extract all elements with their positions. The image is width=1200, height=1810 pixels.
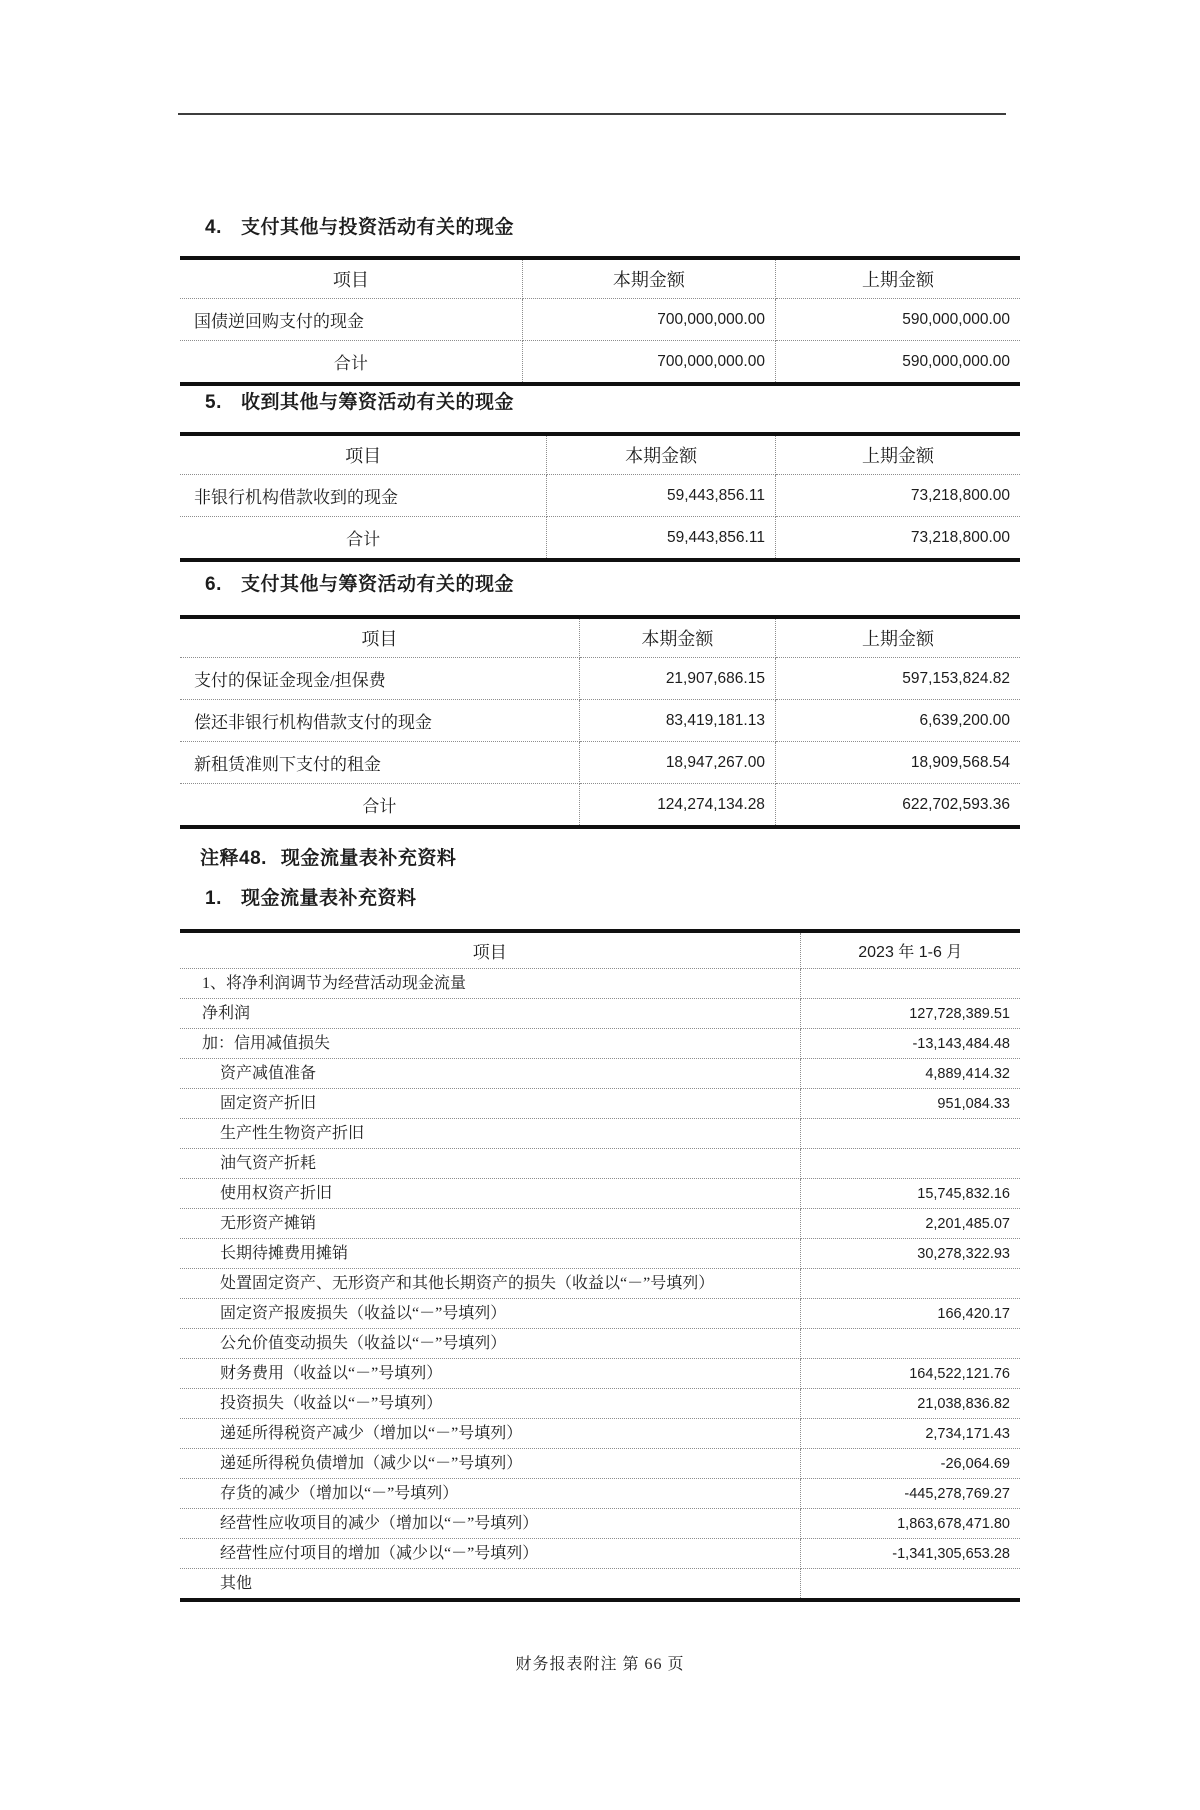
row-value: 166,420.17 (800, 1299, 1020, 1329)
column-header-prior: 上期金额 (775, 434, 1020, 475)
row-label: 净利润 (180, 999, 800, 1029)
section-4-heading (205, 215, 1200, 241)
table-total-row (180, 784, 1020, 828)
row-label: 存货的减少（增加以“－”号填列） (180, 1479, 800, 1509)
table-row (180, 1149, 1020, 1179)
row-value: 4,889,414.32 (800, 1059, 1020, 1089)
table-row (180, 1209, 1020, 1239)
table-row (180, 742, 1020, 784)
section-4-title: 支付其他与投资活动有关的现金 (241, 217, 515, 238)
row-prior-amount: 590,000,000.00 (902, 352, 1010, 370)
page-header-rule (178, 113, 1006, 115)
row-current-amount: 700,000,000.00 (522, 299, 775, 341)
row-value (800, 1149, 1020, 1179)
row-label: 无形资产摊销 (180, 1209, 800, 1239)
table-row (180, 1359, 1020, 1389)
section-5-heading (205, 390, 1200, 416)
column-header-current: 本期金额 (547, 434, 776, 475)
page-footer: 财务报表附注 第 66 页 (515, 1656, 685, 1673)
row-label: 经营性应收项目的减少（增加以“－”号填列） (180, 1509, 800, 1539)
section-5-table (180, 432, 1020, 562)
row-value: -13,143,484.48 (800, 1029, 1020, 1059)
row-label: 合计 (180, 784, 579, 828)
table-row (180, 1329, 1020, 1359)
row-prior-amount: 590,000,000.00 (775, 299, 1020, 341)
section-6-table (180, 615, 1020, 829)
row-current-amount: 83,419,181.13 (579, 700, 775, 742)
row-current-amount: 18,947,267.00 (579, 742, 775, 784)
row-current-amount: 21,907,686.15 (579, 658, 775, 700)
table-row (180, 1419, 1020, 1449)
table-row (180, 1269, 1020, 1299)
table-row (180, 1569, 1020, 1601)
table-row (180, 1089, 1020, 1119)
row-value: -1,341,305,653.28 (800, 1539, 1020, 1569)
row-label: 投资损失（收益以“－”号填列） (180, 1389, 800, 1419)
note-48-sub-number: 1. (205, 888, 222, 909)
row-label: 固定资产报废损失（收益以“－”号填列） (180, 1299, 800, 1329)
table-row (180, 1449, 1020, 1479)
table-row (180, 1539, 1020, 1569)
column-header-prior: 上期金额 (775, 258, 1020, 299)
row-value (800, 1269, 1020, 1299)
table-row (180, 1029, 1020, 1059)
table-row (180, 299, 1020, 341)
row-value: -26,064.69 (800, 1449, 1020, 1479)
table-row (180, 1479, 1020, 1509)
note-48-sub-title: 现金流量表补充资料 (241, 888, 417, 909)
row-prior-amount: 73,218,800.00 (775, 475, 1020, 517)
row-prior-amount: 18,909,568.54 (775, 742, 1020, 784)
row-label: 油气资产折耗 (180, 1149, 800, 1179)
table-row (180, 1389, 1020, 1419)
row-label: 递延所得税资产减少（增加以“－”号填列） (180, 1419, 800, 1449)
table-header-row (180, 434, 1020, 475)
row-value (800, 1569, 1020, 1601)
row-current-amount: 124,274,134.28 (579, 784, 775, 828)
row-value: 15,745,832.16 (800, 1179, 1020, 1209)
table-row (180, 700, 1020, 742)
row-value: 1,863,678,471.80 (800, 1509, 1020, 1539)
table-row (180, 1179, 1020, 1209)
row-label: 偿还非银行机构借款支付的现金 (180, 700, 579, 742)
cash-flow-supplement-table (180, 929, 1020, 1602)
table-row (180, 1239, 1020, 1269)
section-6-heading (205, 572, 1200, 598)
row-prior-amount: 597,153,824.82 (775, 658, 1020, 700)
row-current-amount: 59,443,856.11 (547, 517, 776, 561)
row-label: 处置固定资产、无形资产和其他长期资产的损失（收益以“－”号填列） (180, 1269, 800, 1299)
row-value (800, 1119, 1020, 1149)
row-value: 30,278,322.93 (800, 1239, 1020, 1269)
row-value: 21,038,836.82 (800, 1389, 1020, 1419)
row-label: 资产减值准备 (180, 1059, 800, 1089)
row-label: 加：信用减值损失 (180, 1029, 800, 1059)
row-label: 财务费用（收益以“－”号填列） (180, 1359, 800, 1389)
note-48-number: 注释48. (200, 848, 267, 869)
row-label: 合计 (180, 341, 522, 385)
row-value: -445,278,769.27 (800, 1479, 1020, 1509)
column-header-item: 项目 (180, 617, 579, 658)
note-48-subheading (205, 886, 1200, 912)
row-value: 127,728,389.51 (800, 999, 1020, 1029)
column-header-current: 本期金额 (522, 258, 775, 299)
document-page (0, 113, 1200, 1810)
section-6-number: 6. (205, 574, 222, 595)
column-header-item: 项目 (180, 931, 800, 969)
row-value: 164,522,121.76 (800, 1359, 1020, 1389)
row-label: 使用权资产折旧 (180, 1179, 800, 1209)
table-row (180, 1059, 1020, 1089)
section-6-title: 支付其他与筹资活动有关的现金 (241, 574, 515, 595)
table-row (180, 999, 1020, 1029)
table-row (180, 658, 1020, 700)
row-label: 生产性生物资产折旧 (180, 1119, 800, 1149)
row-prior-amount: 73,218,800.00 (910, 528, 1010, 546)
row-label: 1、将净利润调节为经营活动现金流量 (180, 969, 800, 999)
table-row (180, 475, 1020, 517)
row-label: 固定资产折旧 (180, 1089, 800, 1119)
column-header-period: 2023 年 1-6 月 (800, 931, 1020, 969)
table-row (180, 969, 1020, 999)
row-value: 2,201,485.07 (800, 1209, 1020, 1239)
row-label: 公允价值变动损失（收益以“－”号填列） (180, 1329, 800, 1359)
column-header-item: 项目 (180, 258, 522, 299)
table-row (180, 1299, 1020, 1329)
section-5-title: 收到其他与筹资活动有关的现金 (241, 392, 515, 413)
row-prior-amount: 6,639,200.00 (775, 700, 1020, 742)
row-label: 支付的保证金现金/担保费 (180, 658, 579, 700)
column-header-prior: 上期金额 (775, 617, 1020, 658)
row-value (800, 969, 1020, 999)
section-4-table (180, 256, 1020, 386)
row-label: 经营性应付项目的增加（减少以“－”号填列） (180, 1539, 800, 1569)
note-48-title: 现金流量表补充资料 (280, 848, 457, 869)
section-4-number: 4. (205, 217, 222, 238)
note-48-heading (200, 846, 1200, 872)
table-header-row (180, 931, 1020, 969)
row-current-amount: 59,443,856.11 (547, 475, 776, 517)
row-label: 递延所得税负债增加（减少以“－”号填列） (180, 1449, 800, 1479)
table-total-row (180, 341, 1020, 385)
row-value (800, 1329, 1020, 1359)
column-header-current: 本期金额 (579, 617, 775, 658)
row-label: 非银行机构借款收到的现金 (180, 475, 547, 517)
row-prior-amount: 622,702,593.36 (902, 795, 1010, 813)
row-label: 合计 (180, 517, 547, 561)
row-value: 951,084.33 (800, 1089, 1020, 1119)
table-header-row (180, 258, 1020, 299)
row-label: 长期待摊费用摊销 (180, 1239, 800, 1269)
table-total-row (180, 517, 1020, 561)
table-header-row (180, 617, 1020, 658)
row-label: 国债逆回购支付的现金 (180, 299, 522, 341)
row-current-amount: 700,000,000.00 (522, 341, 775, 385)
row-value: 2,734,171.43 (800, 1419, 1020, 1449)
table-row (180, 1119, 1020, 1149)
section-5-number: 5. (205, 392, 222, 413)
table-row (180, 1509, 1020, 1539)
column-header-item: 项目 (180, 434, 547, 475)
row-label: 新租赁准则下支付的租金 (180, 742, 579, 784)
row-label: 其他 (180, 1569, 800, 1601)
